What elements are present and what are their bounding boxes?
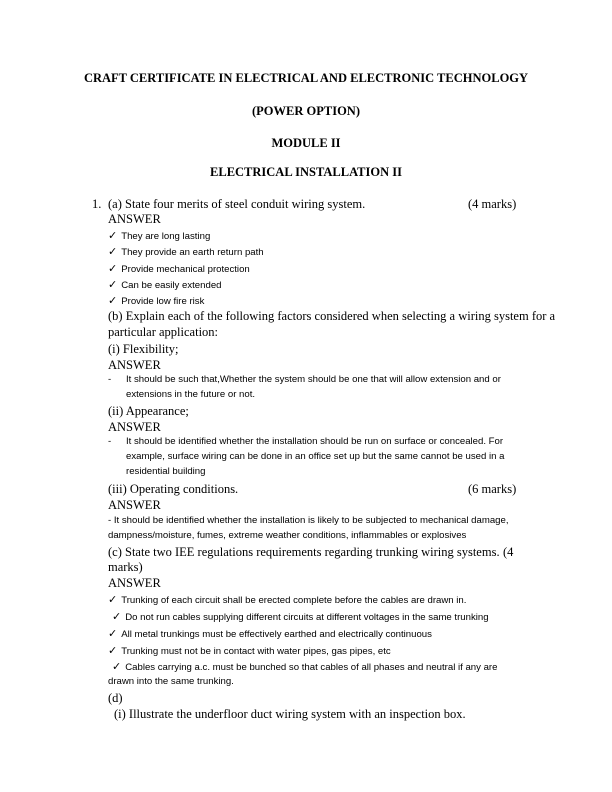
check-icon: ✓: [108, 294, 118, 307]
q1b-ii-answer-line2: example, surface wiring can be done in an office set up but the same cannot be used in a: [126, 451, 505, 462]
doc-subtitle-module: MODULE II: [271, 136, 341, 150]
q1c-marks: (4: [503, 545, 514, 559]
q1c-text: (c) State two IEE regulations requirements regarding trunking wiring systems.: [108, 545, 500, 559]
q1b-iii-label: (iii) Operating conditions.: [108, 482, 239, 496]
q1b-ii-label: (ii) Appearance;: [108, 404, 189, 418]
q1c-answer-item: ✓ Trunking must not be in contact with water pipes, gas pipes, etc: [108, 644, 391, 657]
check-icon: ✓: [108, 627, 118, 640]
q1b-i-answer-line1: It should be such that,Whether the system should be one that will allow extension and or: [126, 374, 501, 385]
q1c-answer-item: ✓ Cables carrying a.c. must be bunched so that cables of all phases and neutral if any are: [112, 660, 498, 673]
q1b-text-line1: (b) Explain each of the following factors considered when selecting a wiring system for a: [108, 309, 556, 323]
q1b-ii-answer-label: ANSWER: [108, 420, 161, 434]
check-icon: ✓: [108, 278, 118, 291]
q1c-answer-label: ANSWER: [108, 576, 161, 590]
doc-subtitle-option: (POWER OPTION): [252, 104, 360, 118]
doc-subtitle-unit: ELECTRICAL INSTALLATION II: [210, 165, 402, 179]
q1a-answer-item: ✓ Provide mechanical protection: [108, 262, 250, 275]
check-icon: ✓: [112, 660, 122, 673]
q1c-answer-item-continued: drawn into the same trunking.: [108, 676, 234, 687]
q1d-label: (d): [108, 691, 123, 705]
q1a-answer-item: ✓ Provide low fire risk: [108, 294, 205, 307]
q1d-i-text: (i) Illustrate the underfloor duct wiring system with an inspection box.: [114, 707, 466, 721]
q1b-iii-answer-line2: dampness/moisture, fumes, extreme weather conditions, inflammables or explosives: [108, 530, 467, 541]
q1c-answer-item: ✓ All metal trunkings must be effectively earthed and electrically continuous: [108, 627, 432, 640]
dash-bullet: -: [108, 374, 112, 385]
check-icon: ✓: [108, 262, 118, 275]
q1b-i-label: (i) Flexibility;: [108, 342, 179, 356]
q1a-answer-item: ✓ They provide an earth return path: [108, 245, 264, 258]
q1b-i-answer-line2: extensions in the future or not.: [126, 389, 256, 400]
dash-bullet: -: [108, 436, 112, 447]
q1b-iii-marks: (6 marks): [468, 482, 517, 496]
q1b-text-line2: particular application:: [108, 325, 219, 339]
question-number: 1.: [92, 197, 102, 211]
q1c-answer-item: ✓ Do not run cables supplying different circuits at different voltages in the same trunking: [112, 610, 489, 623]
q1c-answer-item: ✓ Trunking of each circuit shall be erected complete before the cables are drawn in.: [108, 593, 467, 606]
q1a-marks: (4 marks): [468, 197, 517, 211]
q1a-answer-item: ✓ They are long lasting: [108, 229, 211, 242]
check-icon: ✓: [108, 229, 118, 242]
q1a-answer-item: ✓ Can be easily extended: [108, 278, 222, 291]
q1a-answer-label: ANSWER: [108, 212, 161, 226]
q1b-iii-answer-line1: - It should be identified whether the installation is likely to be subjected to mechanical damage,: [108, 515, 509, 526]
q1b-iii-answer-label: ANSWER: [108, 498, 161, 512]
q1b-i-answer-label: ANSWER: [108, 358, 161, 372]
check-icon: ✓: [108, 593, 118, 606]
check-icon: ✓: [108, 245, 118, 258]
check-icon: ✓: [112, 610, 122, 623]
doc-title: CRAFT CERTIFICATE IN ELECTRICAL AND ELECTRONIC TECHNOLOGY: [83, 71, 529, 85]
q1c-marks-continued: marks): [108, 560, 143, 574]
q1a-text: (a) State four merits of steel conduit wiring system.: [108, 197, 366, 211]
check-icon: ✓: [108, 644, 118, 657]
q1b-ii-answer-line3: residential building: [126, 466, 206, 477]
q1b-ii-answer-line1: It should be identified whether the installation should be run on surface or concealed. For: [126, 436, 504, 447]
